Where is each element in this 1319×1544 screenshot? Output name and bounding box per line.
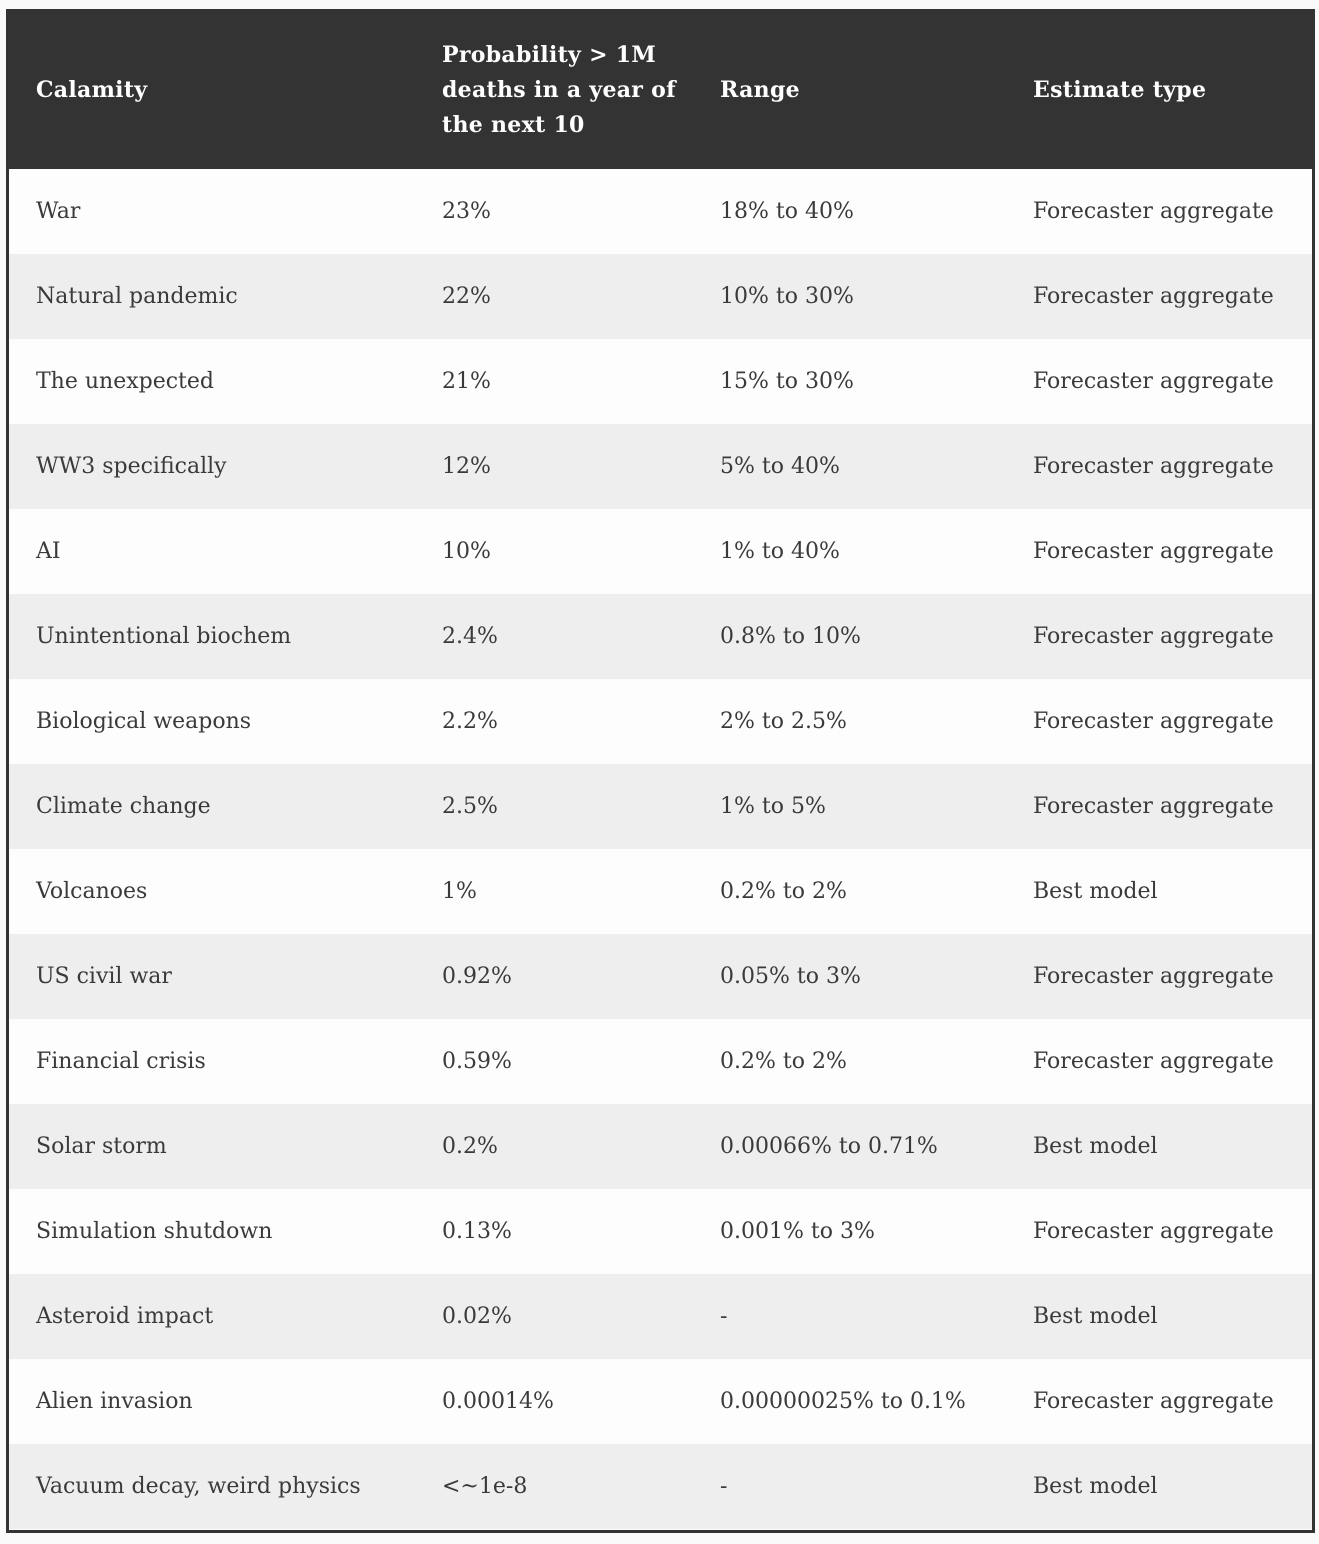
cell-calamity: War <box>36 199 81 224</box>
cell-probability: 0.59% <box>442 1049 512 1074</box>
cell-calamity: Natural pandemic <box>36 284 238 309</box>
table-row <box>9 1274 1312 1359</box>
table-row <box>9 254 1312 339</box>
cell-calamity: Simulation shutdown <box>36 1219 273 1244</box>
cell-estimate-type: Best model <box>1033 1304 1158 1329</box>
table-row <box>9 594 1312 679</box>
table-row <box>9 849 1312 934</box>
cell-estimate-type: Best model <box>1033 1134 1158 1159</box>
cell-range: - <box>720 1474 728 1499</box>
table-row <box>9 169 1312 254</box>
cell-calamity: US civil war <box>36 964 172 989</box>
cell-calamity: Alien invasion <box>36 1389 193 1414</box>
cell-estimate-type: Forecaster aggregate <box>1033 1389 1274 1414</box>
cell-estimate-type: Forecaster aggregate <box>1033 709 1274 734</box>
cell-probability: 2.4% <box>442 624 498 649</box>
table-row <box>9 1019 1312 1104</box>
cell-calamity: Vacuum decay, weird physics <box>36 1474 361 1499</box>
cell-probability: 0.00014% <box>442 1389 554 1414</box>
cell-probability: 0.13% <box>442 1219 512 1244</box>
header-estimate-type: Estimate type <box>1033 77 1207 103</box>
cell-estimate-type: Forecaster aggregate <box>1033 369 1274 394</box>
cell-estimate-type: Forecaster aggregate <box>1033 964 1274 989</box>
cell-calamity: The unexpected <box>36 369 214 394</box>
table-row <box>9 339 1312 424</box>
cell-calamity: Financial crisis <box>36 1049 206 1074</box>
cell-calamity: Volcanoes <box>36 879 148 904</box>
cell-calamity: Solar storm <box>36 1134 167 1159</box>
table-row <box>9 1444 1312 1529</box>
cell-estimate-type: Forecaster aggregate <box>1033 284 1274 309</box>
cell-range: 0.00000025% to 0.1% <box>720 1389 966 1414</box>
cell-estimate-type: Forecaster aggregate <box>1033 624 1274 649</box>
cell-probability: 1% <box>442 879 477 904</box>
cell-range: - <box>720 1304 728 1329</box>
cell-range: 0.8% to 10% <box>720 624 861 649</box>
cell-probability: 23% <box>442 199 491 224</box>
cell-probability: <~1e-8 <box>442 1474 528 1499</box>
cell-probability: 10% <box>442 539 491 564</box>
cell-estimate-type: Forecaster aggregate <box>1033 199 1274 224</box>
calamity-table-container <box>6 9 1315 1533</box>
cell-range: 1% to 40% <box>720 539 840 564</box>
cell-range: 0.001% to 3% <box>720 1219 875 1244</box>
header-probability: Probability > 1M deaths in a year of the next 10 <box>442 42 676 138</box>
cell-calamity: Unintentional biochem <box>36 624 292 649</box>
cell-range: 0.2% to 2% <box>720 1049 847 1074</box>
cell-estimate-type: Best model <box>1033 1474 1158 1499</box>
header-range: Range <box>720 77 800 103</box>
cell-probability: 12% <box>442 454 491 479</box>
cell-probability: 2.2% <box>442 709 498 734</box>
cell-range: 5% to 40% <box>720 454 840 479</box>
cell-calamity: AI <box>36 539 61 564</box>
table-row <box>9 509 1312 594</box>
cell-estimate-type: Forecaster aggregate <box>1033 1219 1274 1244</box>
cell-probability: 0.2% <box>442 1134 498 1159</box>
cell-estimate-type: Forecaster aggregate <box>1033 539 1274 564</box>
table-row <box>9 679 1312 764</box>
cell-range: 2% to 2.5% <box>720 709 847 734</box>
cell-probability: 22% <box>442 284 491 309</box>
cell-probability: 21% <box>442 369 491 394</box>
cell-estimate-type: Forecaster aggregate <box>1033 1049 1274 1074</box>
cell-estimate-type: Best model <box>1033 879 1158 904</box>
calamity-table <box>9 12 1312 1529</box>
cell-probability: 0.92% <box>442 964 512 989</box>
header-calamity: Calamity <box>36 77 148 103</box>
cell-calamity: Biological weapons <box>36 709 252 734</box>
table-row <box>9 764 1312 849</box>
cell-range: 10% to 30% <box>720 284 854 309</box>
table-body <box>9 169 1312 1529</box>
table-row <box>9 1189 1312 1274</box>
cell-probability: 0.02% <box>442 1304 512 1329</box>
table-row <box>9 1359 1312 1444</box>
cell-calamity: Climate change <box>36 794 211 819</box>
table-row <box>9 934 1312 1019</box>
cell-range: 0.05% to 3% <box>720 964 861 989</box>
header-row <box>9 12 1312 169</box>
cell-estimate-type: Forecaster aggregate <box>1033 454 1274 479</box>
cell-range: 15% to 30% <box>720 369 854 394</box>
table-row <box>9 1104 1312 1189</box>
cell-probability: 2.5% <box>442 794 498 819</box>
table-row <box>9 424 1312 509</box>
cell-calamity: Asteroid impact <box>36 1304 214 1329</box>
cell-range: 0.2% to 2% <box>720 879 847 904</box>
table-header <box>9 12 1312 169</box>
cell-calamity: WW3 specifically <box>36 454 227 479</box>
cell-range: 18% to 40% <box>720 199 854 224</box>
cell-range: 0.00066% to 0.71% <box>720 1134 938 1159</box>
cell-estimate-type: Forecaster aggregate <box>1033 794 1274 819</box>
cell-range: 1% to 5% <box>720 794 826 819</box>
